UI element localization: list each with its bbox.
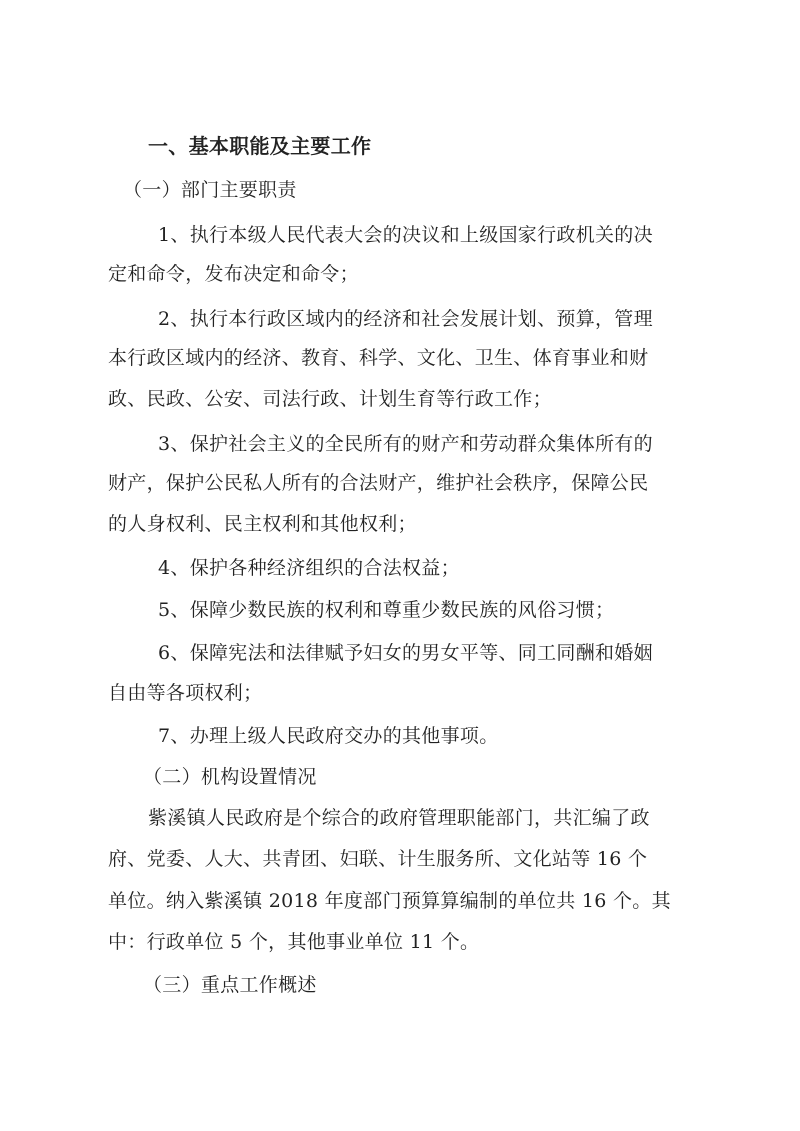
main-heading: 一、基本职能及主要工作 (148, 134, 372, 158)
duty-6-line-1: 6、保障宪法和法律赋予妇女的男女平等、同工同酬和婚姻 (158, 642, 653, 664)
section-1-title: （一）部门主要职责 (123, 179, 297, 201)
duty-3-line-3: 的人身权利、民主权利和其他权利； (108, 513, 417, 535)
duty-4-line-1: 4、保护各种经济组织的合法权益； (158, 557, 460, 579)
section-3-title: （三）重点工作概述 (143, 974, 317, 996)
org-para-line-1: 紫溪镇人民政府是个综合的政府管理职能部门，共汇编了政 (148, 807, 650, 829)
org-para-line-3: 单位。纳入紫溪镇 2018 年度部门预算算编制的单位共 16 个。其 (108, 890, 671, 912)
org-para-line-2: 府、党委、人大、共青团、妇联、计生服务所、文化站等 16 个 (108, 848, 648, 870)
section-2-title: （二）机构设置情况 (143, 766, 317, 788)
duty-2-line-3: 政、民政、公安、司法行政、计划生育等行政工作； (108, 388, 552, 410)
duty-2-line-1: 2、执行本行政区域内的经济和社会发展计划、预算，管理 (158, 308, 653, 330)
duty-5-line-1: 5、保障少数民族的权利和尊重少数民族的风俗习惯； (158, 599, 615, 621)
duty-1-line-1: 1、执行本级人民代表大会的决议和上级国家行政机关的决 (158, 224, 653, 246)
duty-1-line-2: 定和命令，发布决定和命令； (108, 263, 359, 285)
duty-7-line-1: 7、办理上级人民政府交办的其他事项。 (158, 725, 499, 747)
duty-2-line-2: 本行政区域内的经济、教育、科学、文化、卫生、体育事业和财 (108, 347, 649, 369)
org-para-line-4: 中：行政单位 5 个，其他事业单位 11 个。 (108, 931, 480, 953)
duty-3-line-2: 财产，保护公民私人所有的合法财产，维护社会秩序，保障公民 (108, 472, 649, 494)
duty-6-line-2: 自由等各项权利； (108, 682, 263, 704)
duty-3-line-1: 3、保护社会主义的全民所有的财产和劳动群众集体所有的 (158, 433, 653, 455)
